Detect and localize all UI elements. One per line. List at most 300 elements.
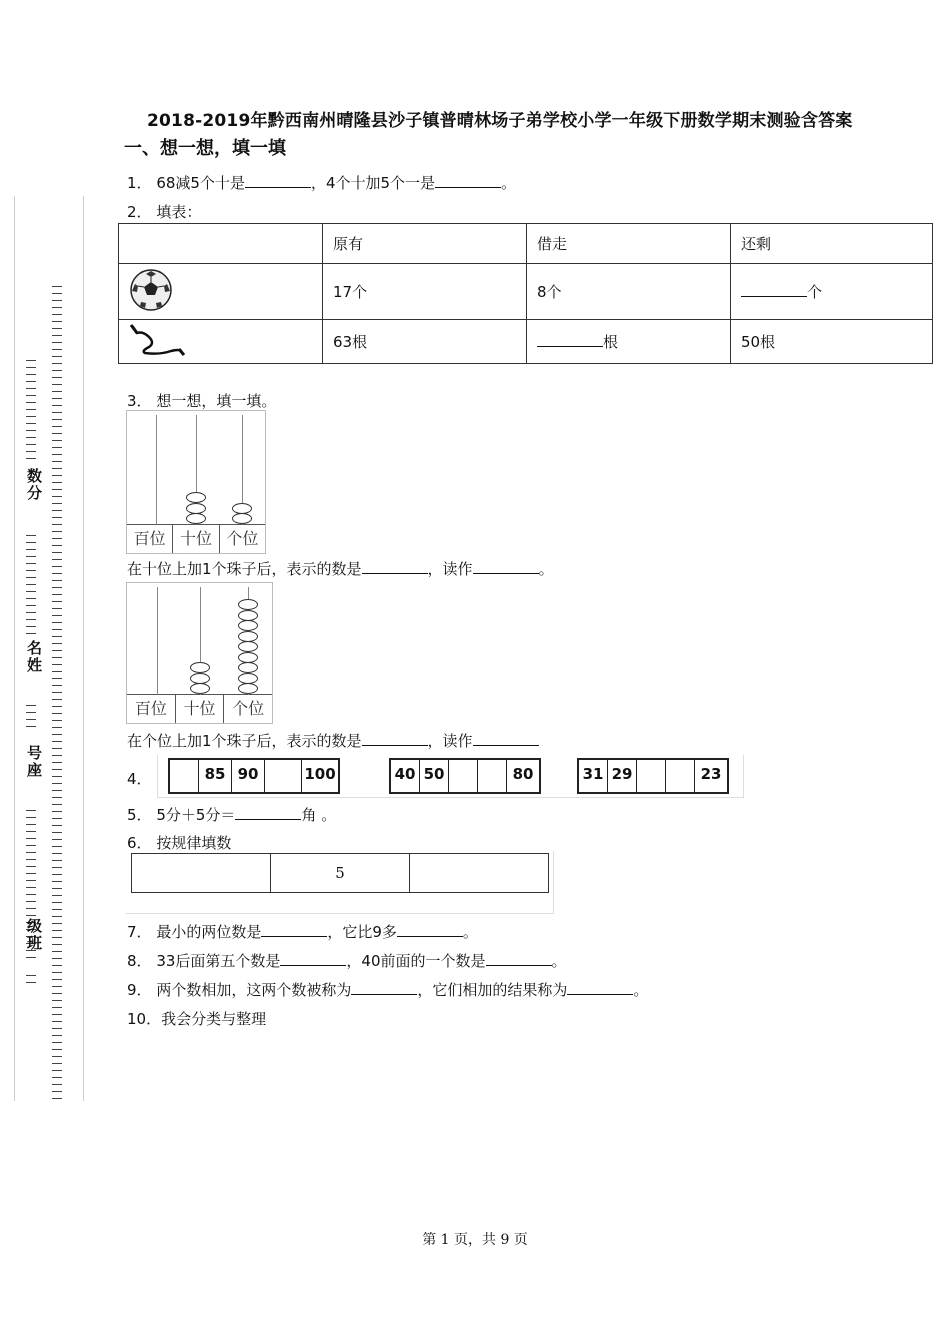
cut-dash bbox=[52, 552, 62, 553]
cut-dash bbox=[52, 307, 62, 308]
abacus-place-labels bbox=[127, 524, 265, 553]
sequence-cell: 40 bbox=[391, 760, 420, 792]
cut-dash bbox=[26, 908, 36, 909]
abacus-bead bbox=[190, 683, 210, 694]
question-10 bbox=[127, 1008, 266, 1029]
cut-dash bbox=[26, 451, 36, 452]
cut-dash bbox=[52, 440, 62, 441]
cut-dash bbox=[52, 678, 62, 679]
question-text: 33后面第五个数是 bbox=[156, 952, 281, 970]
abacus-place-labels bbox=[127, 694, 272, 723]
punctuation: 。 bbox=[462, 923, 478, 941]
cut-line-dashes-inner-3 bbox=[26, 705, 34, 733]
table-cell-icon bbox=[119, 264, 323, 320]
cut-dash bbox=[52, 937, 62, 938]
cut-dash bbox=[52, 1077, 62, 1078]
punctuation: 。 bbox=[501, 174, 517, 192]
cut-dash bbox=[26, 409, 36, 410]
cut-dash bbox=[52, 944, 62, 945]
cut-dash bbox=[52, 699, 62, 700]
question-text: 想一想，填一填。 bbox=[156, 392, 277, 410]
question-text: 我会分类与整理 bbox=[161, 1010, 267, 1028]
cut-dash bbox=[52, 664, 62, 665]
cut-dash bbox=[26, 416, 36, 417]
question-number: 8． bbox=[127, 952, 152, 970]
cut-dash bbox=[26, 915, 36, 916]
cut-dash bbox=[52, 818, 62, 819]
cut-dash bbox=[26, 381, 36, 382]
number-sequence-3 bbox=[577, 758, 729, 794]
question-text: ，读作 bbox=[427, 732, 473, 750]
cut-dash bbox=[52, 930, 62, 931]
cut-dash bbox=[26, 388, 36, 389]
abacus-bead bbox=[190, 673, 210, 684]
abacus-bead bbox=[232, 513, 252, 524]
side-label-class: 级班 bbox=[25, 918, 43, 952]
question-text: 按规律填数 bbox=[156, 834, 232, 852]
cut-dash bbox=[26, 570, 36, 571]
cut-dash bbox=[52, 349, 62, 350]
answer-blank[interactable] bbox=[435, 173, 501, 188]
table-header-cell: 借走 bbox=[527, 224, 731, 264]
cut-dash bbox=[52, 1042, 62, 1043]
answer-blank[interactable] bbox=[486, 951, 552, 966]
abacus-label-hundreds: 百位 bbox=[127, 695, 176, 723]
pattern-cell[interactable] bbox=[132, 854, 271, 892]
cut-dash bbox=[52, 1056, 62, 1057]
cut-dash bbox=[26, 556, 36, 557]
pattern-boxes bbox=[131, 853, 549, 893]
cut-line-dashes-inner-2 bbox=[26, 535, 34, 640]
sequence-cell: 100 bbox=[304, 765, 336, 783]
cut-dash bbox=[26, 866, 36, 867]
cut-dash bbox=[52, 860, 62, 861]
abacus-rod bbox=[156, 415, 157, 525]
cut-dash bbox=[52, 342, 62, 343]
binding-border-left bbox=[14, 196, 15, 1101]
abacus-bead bbox=[238, 683, 258, 694]
table-cell: 63根 bbox=[323, 320, 527, 364]
question-text: 两个数相加，这两个数被称为 bbox=[156, 981, 352, 999]
abacus-bead bbox=[238, 673, 258, 684]
question-text: ，读作 bbox=[427, 560, 473, 578]
cut-dash bbox=[26, 535, 36, 536]
abacus-label-tens: 十位 bbox=[176, 695, 225, 723]
sequence-cell: 90 bbox=[232, 760, 265, 792]
cut-dash bbox=[26, 705, 36, 706]
cut-dash bbox=[52, 986, 62, 987]
cut-dash bbox=[52, 573, 62, 574]
number-sequence-1 bbox=[168, 758, 340, 794]
abacus-bead bbox=[238, 610, 258, 621]
cut-dash bbox=[52, 755, 62, 756]
cut-dash bbox=[26, 838, 36, 839]
question-text: 角 。 bbox=[301, 806, 337, 824]
cut-dash bbox=[26, 712, 36, 713]
cut-dash bbox=[26, 577, 36, 578]
table-header-cell: 还剩 bbox=[731, 224, 933, 264]
cut-dash bbox=[26, 591, 36, 592]
cut-dash bbox=[52, 433, 62, 434]
section-heading: 一、想一想，填一填 bbox=[124, 138, 286, 159]
cut-dash bbox=[26, 852, 36, 853]
cut-dash bbox=[52, 888, 62, 889]
sequence-cell[interactable] bbox=[265, 760, 302, 792]
table-cell: 17个 bbox=[323, 264, 527, 320]
cut-dash bbox=[52, 951, 62, 952]
cut-dash bbox=[52, 580, 62, 581]
abacus-label-ones: 个位 bbox=[226, 529, 259, 548]
cut-dash bbox=[26, 584, 36, 585]
question-text: ，它们相加的结果称为 bbox=[417, 981, 568, 999]
binding-border-right bbox=[83, 196, 84, 1101]
unit-text: 根 bbox=[603, 333, 619, 351]
cut-dash bbox=[26, 423, 36, 424]
punctuation: 。 bbox=[538, 560, 554, 578]
cut-dash bbox=[52, 524, 62, 525]
cut-dash bbox=[52, 671, 62, 672]
cut-dash bbox=[52, 391, 62, 392]
cut-dash bbox=[26, 612, 36, 613]
cut-dash bbox=[52, 1028, 62, 1029]
cut-dash bbox=[52, 559, 62, 560]
answer-blank[interactable] bbox=[567, 980, 633, 995]
table-header-row bbox=[119, 224, 933, 264]
cut-dash bbox=[52, 965, 62, 966]
cut-dash bbox=[26, 719, 36, 720]
cut-dash bbox=[52, 370, 62, 371]
abacus-bead bbox=[186, 503, 206, 514]
punctuation: 。 bbox=[551, 952, 567, 970]
cut-dash bbox=[26, 619, 36, 620]
cut-dash bbox=[52, 517, 62, 518]
question-number: 6． bbox=[127, 834, 152, 852]
cut-dash bbox=[26, 444, 36, 445]
cut-dash bbox=[52, 776, 62, 777]
cut-dash bbox=[52, 293, 62, 294]
answer-blank[interactable] bbox=[280, 951, 346, 966]
cut-dash bbox=[52, 503, 62, 504]
cut-dash bbox=[52, 832, 62, 833]
cut-dash bbox=[26, 810, 36, 811]
cut-dash bbox=[52, 881, 62, 882]
sequence-cell: 80 bbox=[512, 765, 534, 783]
jump-rope-icon bbox=[129, 323, 185, 357]
cut-dash bbox=[52, 825, 62, 826]
cut-dash bbox=[52, 713, 62, 714]
abacus-figure-1 bbox=[126, 410, 266, 554]
answer-blank[interactable] bbox=[741, 282, 807, 297]
answer-blank[interactable] bbox=[362, 731, 428, 746]
unit-text: 个 bbox=[807, 283, 823, 301]
cut-line-dashes-inner-1 bbox=[26, 360, 34, 465]
cut-dash bbox=[52, 426, 62, 427]
abacus-label-ones: 个位 bbox=[232, 699, 265, 718]
cut-dash bbox=[52, 531, 62, 532]
cut-dash bbox=[26, 880, 36, 881]
cut-dash bbox=[26, 563, 36, 564]
cut-dash bbox=[52, 545, 62, 546]
sequence-cell: 29 bbox=[608, 760, 637, 792]
question-text: 在十位上加1个珠子后，表示的数是 bbox=[127, 560, 362, 578]
cut-dash bbox=[26, 887, 36, 888]
cut-dash bbox=[52, 846, 62, 847]
table-header-cell bbox=[119, 224, 323, 264]
table-row bbox=[119, 320, 933, 364]
cut-dash bbox=[26, 859, 36, 860]
cut-dash bbox=[52, 741, 62, 742]
cut-dash bbox=[52, 587, 62, 588]
cut-dash bbox=[26, 605, 36, 606]
abacus-bead bbox=[238, 599, 258, 610]
cut-dash bbox=[26, 817, 36, 818]
cut-dash bbox=[26, 626, 36, 627]
cut-dash bbox=[52, 594, 62, 595]
cut-dash bbox=[52, 461, 62, 462]
cut-dash bbox=[52, 867, 62, 868]
answer-blank[interactable] bbox=[351, 980, 417, 995]
cut-dash bbox=[52, 923, 62, 924]
cut-dash bbox=[52, 286, 62, 287]
cut-dash bbox=[52, 1014, 62, 1015]
abacus-bead bbox=[186, 492, 206, 503]
cut-dash bbox=[26, 402, 36, 403]
cut-dash bbox=[52, 475, 62, 476]
abacus-bead bbox=[238, 652, 258, 663]
cut-dash bbox=[52, 692, 62, 693]
cut-dash bbox=[52, 657, 62, 658]
abacus-rod bbox=[157, 587, 158, 695]
cut-dash bbox=[26, 831, 36, 832]
cut-dash bbox=[52, 482, 62, 483]
question-7 bbox=[127, 921, 478, 942]
question-text: 填表： bbox=[156, 203, 202, 221]
cut-dash bbox=[52, 972, 62, 973]
cut-dash bbox=[26, 360, 36, 361]
cut-dash bbox=[52, 748, 62, 749]
abacus-bead bbox=[238, 631, 258, 642]
cut-dash bbox=[26, 633, 36, 634]
cut-dash bbox=[52, 454, 62, 455]
cut-dash bbox=[52, 335, 62, 336]
sequence-cell[interactable] bbox=[478, 760, 507, 792]
cut-dash bbox=[52, 356, 62, 357]
sequence-cell: 31 bbox=[579, 760, 608, 792]
cut-dash bbox=[26, 542, 36, 543]
question-1 bbox=[127, 172, 516, 193]
cut-dash bbox=[52, 1098, 62, 1099]
cut-dash bbox=[52, 1035, 62, 1036]
cut-dash bbox=[52, 384, 62, 385]
question-9 bbox=[127, 979, 648, 1000]
cut-dash bbox=[52, 916, 62, 917]
cut-dash bbox=[52, 797, 62, 798]
answer-blank[interactable] bbox=[537, 332, 603, 347]
cut-dash bbox=[52, 377, 62, 378]
cut-dash bbox=[52, 853, 62, 854]
question-5 bbox=[127, 804, 336, 825]
cut-dash bbox=[26, 367, 36, 368]
question-6 bbox=[127, 832, 231, 853]
cut-dash bbox=[26, 824, 36, 825]
pattern-cell[interactable] bbox=[410, 854, 548, 892]
table-row bbox=[119, 264, 933, 320]
cut-dash bbox=[52, 706, 62, 707]
cut-dash bbox=[52, 979, 62, 980]
side-label-seat: 号座 bbox=[25, 745, 43, 779]
cut-dash bbox=[26, 901, 36, 902]
question-number: 9． bbox=[127, 981, 152, 999]
number-sequence-2 bbox=[389, 758, 541, 794]
cut-dash bbox=[52, 1049, 62, 1050]
question-number: 1． bbox=[127, 174, 152, 192]
cut-dash bbox=[26, 374, 36, 375]
cut-dash bbox=[52, 629, 62, 630]
question-number: 7． bbox=[127, 923, 152, 941]
cut-dash bbox=[52, 321, 62, 322]
question-3-line-2 bbox=[127, 730, 539, 751]
question-8 bbox=[127, 950, 567, 971]
abacus-bead bbox=[238, 641, 258, 652]
question-2 bbox=[127, 201, 201, 222]
table-cell bbox=[527, 320, 731, 364]
cut-dash bbox=[52, 720, 62, 721]
abacus-bead bbox=[190, 662, 210, 673]
cut-dash bbox=[52, 314, 62, 315]
cut-dash bbox=[52, 447, 62, 448]
cut-dash bbox=[52, 685, 62, 686]
cut-dash bbox=[52, 622, 62, 623]
cut-dash bbox=[26, 437, 36, 438]
cut-dash bbox=[26, 894, 36, 895]
cut-dash bbox=[52, 1007, 62, 1008]
cut-dash bbox=[52, 1063, 62, 1064]
abacus-bead bbox=[232, 503, 252, 514]
cut-dash bbox=[52, 615, 62, 616]
table-cell: 8个 bbox=[527, 264, 731, 320]
cut-dash bbox=[52, 1091, 62, 1092]
cut-dash bbox=[52, 727, 62, 728]
question-text: ，40前面的一个数是 bbox=[346, 952, 486, 970]
cut-dash bbox=[52, 811, 62, 812]
answer-blank[interactable] bbox=[362, 559, 428, 574]
punctuation: 。 bbox=[633, 981, 649, 999]
question-text: 在个位上加1个珠子后，表示的数是 bbox=[127, 732, 362, 750]
cut-dash bbox=[26, 458, 36, 459]
cut-dash bbox=[52, 790, 62, 791]
answer-blank[interactable] bbox=[245, 173, 311, 188]
cut-dash bbox=[26, 726, 36, 727]
sequence-cell: 85 bbox=[199, 760, 232, 792]
question-number: 3． bbox=[127, 392, 152, 410]
question-number: 4． bbox=[127, 770, 152, 788]
cut-dash bbox=[52, 909, 62, 910]
answer-blank[interactable] bbox=[235, 805, 301, 820]
sequence-cell: 23 bbox=[700, 765, 722, 783]
cut-dash bbox=[52, 363, 62, 364]
question-4 bbox=[127, 768, 152, 789]
cut-dash bbox=[26, 598, 36, 599]
fill-table bbox=[118, 223, 933, 364]
cut-dash bbox=[52, 412, 62, 413]
cut-dash bbox=[52, 783, 62, 784]
cut-dash bbox=[52, 650, 62, 651]
cut-dash bbox=[52, 419, 62, 420]
cut-dash bbox=[52, 993, 62, 994]
cut-line-dashes-inner-5 bbox=[26, 975, 34, 989]
cut-dash bbox=[52, 328, 62, 329]
cut-dash bbox=[52, 538, 62, 539]
cut-dash bbox=[26, 845, 36, 846]
table-cell-icon bbox=[119, 320, 323, 364]
cut-dash bbox=[52, 636, 62, 637]
cut-dash bbox=[52, 468, 62, 469]
cut-dash bbox=[52, 300, 62, 301]
sequence-cell[interactable] bbox=[637, 760, 666, 792]
question-text: 68减5个十是 bbox=[156, 174, 245, 192]
abacus-label-hundreds: 百位 bbox=[127, 525, 173, 553]
cut-dash bbox=[26, 957, 36, 958]
table-cell: 50根 bbox=[731, 320, 933, 364]
cut-dash bbox=[52, 489, 62, 490]
table-header-cell: 原有 bbox=[323, 224, 527, 264]
cut-dash bbox=[52, 895, 62, 896]
cut-dash bbox=[52, 566, 62, 567]
cut-dash bbox=[26, 873, 36, 874]
question-3-line-1 bbox=[127, 558, 554, 579]
answer-blank[interactable] bbox=[473, 559, 539, 574]
cut-dash bbox=[52, 601, 62, 602]
question-text: 最小的两位数是 bbox=[156, 923, 262, 941]
sequence-cell[interactable] bbox=[666, 760, 695, 792]
question-text: ，它比9多 bbox=[327, 923, 397, 941]
cut-dash bbox=[26, 395, 36, 396]
question-number: 5． bbox=[127, 806, 152, 824]
cut-dash bbox=[52, 762, 62, 763]
cut-dash bbox=[52, 1070, 62, 1071]
cut-dash bbox=[52, 398, 62, 399]
abacus-bead bbox=[186, 513, 206, 524]
cut-dash bbox=[52, 510, 62, 511]
cut-dash bbox=[52, 1021, 62, 1022]
question-number: 2． bbox=[127, 203, 152, 221]
table-cell bbox=[731, 264, 933, 320]
abacus-label-tens: 十位 bbox=[173, 525, 219, 553]
cut-dash bbox=[52, 958, 62, 959]
cut-dash bbox=[52, 1084, 62, 1085]
cut-dash bbox=[52, 1000, 62, 1001]
abacus-bead bbox=[238, 662, 258, 673]
sequence-cell[interactable] bbox=[170, 760, 199, 792]
cut-dash bbox=[52, 734, 62, 735]
answer-blank[interactable] bbox=[397, 922, 463, 937]
cut-dash bbox=[52, 804, 62, 805]
cut-dash bbox=[52, 902, 62, 903]
cut-dash bbox=[52, 608, 62, 609]
cut-dash bbox=[52, 405, 62, 406]
question-text: ，4个十加5个一是 bbox=[310, 174, 436, 192]
sequence-cell: 50 bbox=[420, 760, 449, 792]
cut-dash bbox=[52, 496, 62, 497]
answer-blank[interactable] bbox=[261, 922, 327, 937]
cut-dash bbox=[26, 549, 36, 550]
side-label-score: 数分 bbox=[25, 468, 43, 502]
cut-dash bbox=[26, 982, 36, 983]
side-label-name: 名姓 bbox=[25, 640, 43, 674]
answer-blank[interactable] bbox=[473, 731, 539, 746]
sequence-cell[interactable] bbox=[449, 760, 478, 792]
cut-dash bbox=[52, 643, 62, 644]
